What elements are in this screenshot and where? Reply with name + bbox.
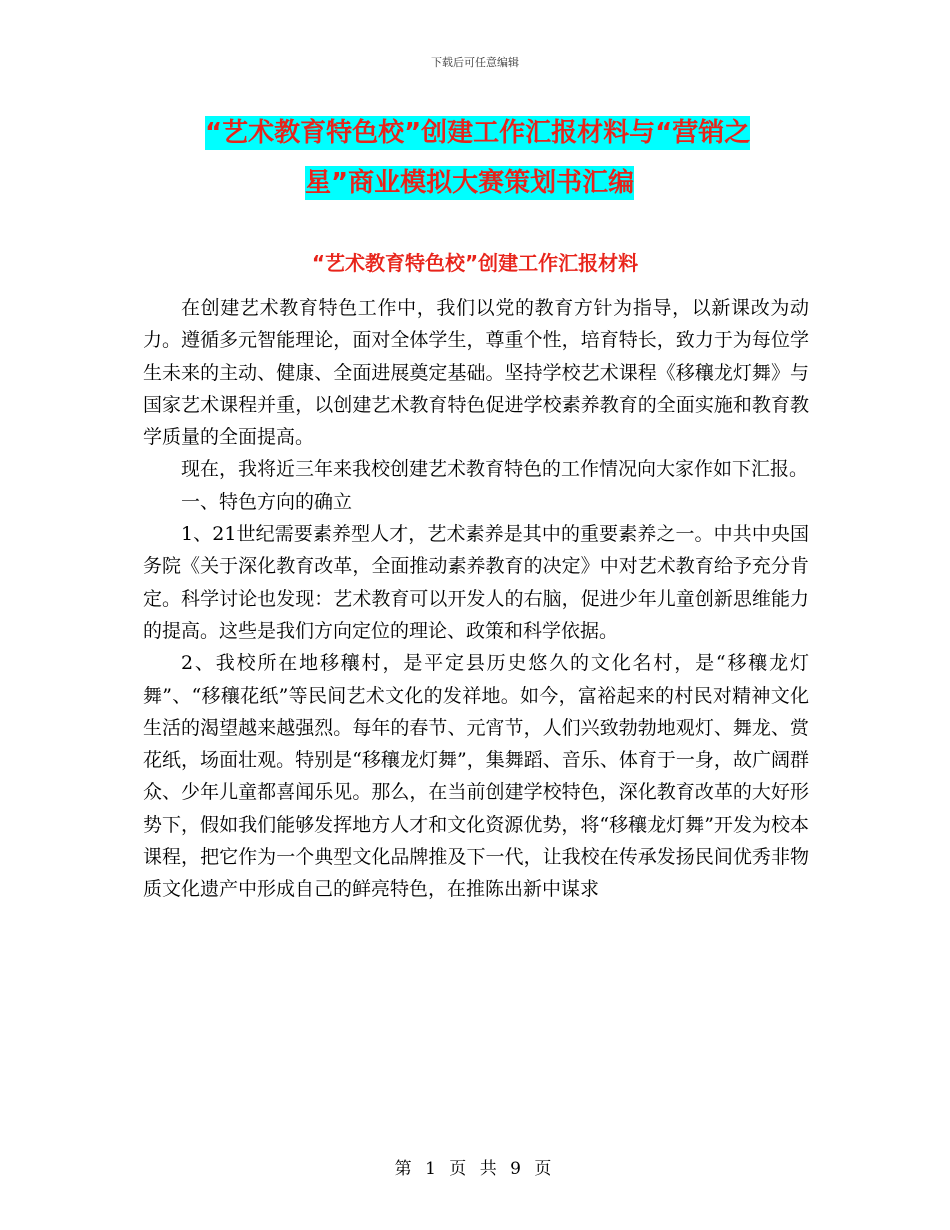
section-title: “艺术教育特色校”创建工作汇报材料 [311,251,639,275]
paragraph-heading-1: 一、特色方向的确立 [181,490,353,513]
header-note: 下载后可任意编辑 [431,56,519,69]
page-footer: 第 1 页 共 9 页 [394,1159,556,1179]
paragraph-report: 现在，我将近三年来我校创建艺术教育特色的工作情况向大家作如下汇报。 [181,458,809,481]
paragraph-intro: 在创建艺术教育特色工作中，我们以党的教育方针为指导，以新课改为动力。遵循多元智能理论，面对全体学生，尊重个性，培育特长，致力于为每位学生未来的主动、健康、全面进展奠定基础。坚持学校艺术课程《移穰龙灯舞》与国家艺术课程并重，以创建艺术教育特色促进学校素养教育的全面实施和教育教学质量的全面提高。 [143,297,809,449]
main-title-line2: 星”商业模拟大赛策划书汇编 [305,168,635,198]
main-title [205,108,795,208]
body-text [143,292,809,906]
paragraph-point-2: 2、我校所在地移穰村，是平定县历史悠久的文化名村，是“移穰龙灯舞”、“移穰花纸”等民间艺术文化的发祥地。如今，富裕起来的村民对精神文化生活的渴望越来越强烈。每年的春节、元宵节，人们兴致勃勃地观灯、舞龙、赏花纸，场面壮观。特别是“移穰龙灯舞”，集舞蹈、音乐、体育于一身，故广阔群众、少年儿童都喜闻乐见。那么，在当前创建学校特色，深化教育改革的大好形势下，假如我们能够发挥地方人才和文化资源优势，将“移穰龙灯舞”开发为校本课程，把它作为一个典型文化品牌推及下一代，让我校在传承发扬民间优秀非物质文化遗产中形成自己的鲜亮特色，在推陈出新中谋求 [143,652,809,901]
main-title-line1: “艺术教育特色校”创建工作汇报材料与“营销之 [205,118,751,148]
paragraph-point-1: 1、21世纪需要素养型人才，艺术素养是其中的重要素养之一。中共中央国务院《关于深化教育改革，全面推动素养教育的决定》中对艺术教育给予充分肯定。科学讨论也发现：艺术教育可以开发人的右脑，促进少年儿童创新思维能力的提高。这些是我们方向定位的理论、政策和科学依据。 [143,523,809,642]
